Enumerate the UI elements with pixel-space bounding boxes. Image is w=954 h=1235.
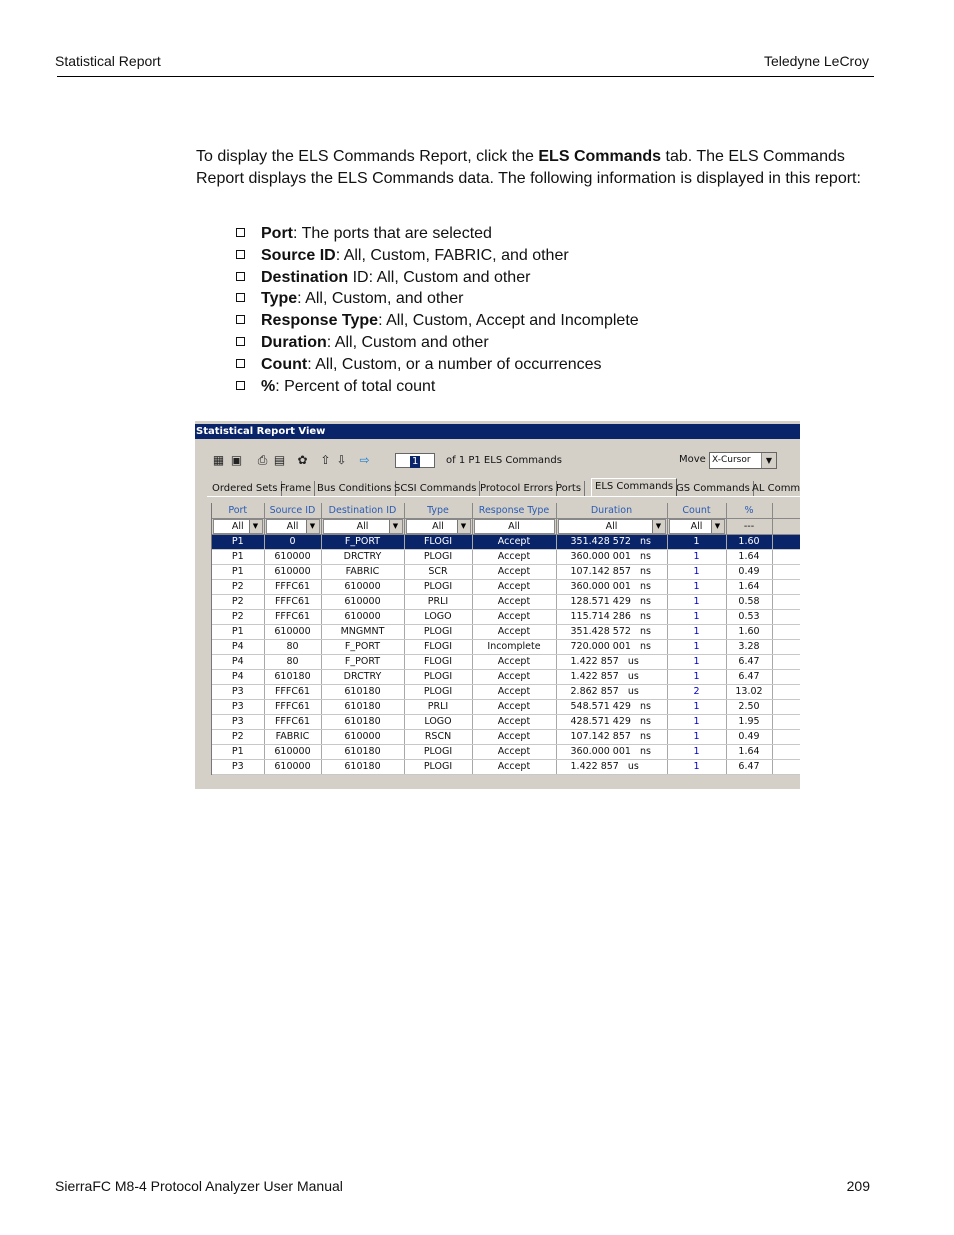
checkbox-bullet-icon — [236, 272, 245, 281]
cell-percent: 13.02 — [726, 685, 772, 700]
checkbox-bullet-icon — [236, 293, 245, 302]
cell-response-type: Accept — [472, 730, 556, 745]
column-header-response-type[interactable]: Response Type — [472, 503, 556, 519]
table-row[interactable] — [212, 715, 800, 730]
cell-type: PLOGI — [404, 625, 472, 640]
cell-count: 1 — [667, 595, 726, 610]
cell-port: P1 — [212, 550, 264, 565]
chevron-down-icon: ▼ — [306, 520, 319, 533]
arrow-up-icon[interactable]: ⇧ — [320, 453, 331, 467]
cell-response-type: Incomplete — [472, 640, 556, 655]
chevron-down-icon: ▼ — [389, 520, 402, 533]
cell-port: P1 — [212, 745, 264, 760]
cell-response-type: Accept — [472, 655, 556, 670]
tab-scsi-commands[interactable]: SCSI Commands — [391, 481, 480, 496]
cell-port: P2 — [212, 730, 264, 745]
table-row[interactable] — [212, 640, 800, 655]
table-row[interactable] — [212, 730, 800, 745]
cell-source-id: FFFC61 — [264, 700, 321, 715]
cell-source-id: FFFC61 — [264, 595, 321, 610]
cell-percent: 1.60 — [726, 535, 772, 550]
cell-count: 1 — [667, 565, 726, 580]
column-header-count[interactable]: Count — [667, 503, 726, 519]
table-row[interactable] — [212, 625, 800, 640]
cell-percent: 1.64 — [726, 745, 772, 760]
column-header-type[interactable]: Type — [404, 503, 472, 519]
table-row[interactable] — [212, 670, 800, 685]
cell-source-id: 610180 — [264, 670, 321, 685]
filter-type[interactable]: All ▼ — [406, 519, 471, 534]
cell-type: PLOGI — [404, 745, 472, 760]
cell-duration: 2.862 857 us — [556, 685, 667, 700]
print-icon[interactable]: ⎙ — [257, 453, 268, 467]
cell-port: P4 — [212, 655, 264, 670]
cell-response-type: Accept — [472, 760, 556, 775]
cell-source-id: 610000 — [264, 745, 321, 760]
table-row[interactable] — [212, 550, 800, 565]
export-icon[interactable]: ▦ — [212, 453, 225, 467]
tab-al-commands[interactable]: AL Comm — [749, 481, 800, 496]
cell-type: PLOGI — [404, 670, 472, 685]
cell-count: 1 — [667, 655, 726, 670]
chevron-down-icon: ▼ — [457, 520, 470, 533]
table-row[interactable] — [212, 700, 800, 715]
page-number-input[interactable]: 1 — [395, 453, 435, 468]
save-icon[interactable]: ▣ — [230, 453, 243, 467]
field-list — [236, 223, 639, 397]
cell-source-id: 610000 — [264, 550, 321, 565]
filter-port[interactable]: All ▼ — [213, 519, 263, 534]
checkbox-bullet-icon — [236, 228, 245, 237]
cell-percent: 1.64 — [726, 580, 772, 595]
cell-count: 1 — [667, 535, 726, 550]
filter-count[interactable]: All ▼ — [669, 519, 725, 534]
table-row[interactable] — [212, 610, 800, 625]
color-settings-icon[interactable]: ✿ — [297, 453, 308, 467]
cell-duration: 720.000 001 ns — [556, 640, 667, 655]
table-row[interactable] — [212, 595, 800, 610]
table-row[interactable] — [212, 580, 800, 595]
cell-duration: 360.000 001 ns — [556, 550, 667, 565]
tab-gs-commands[interactable]: GS Commands — [673, 481, 754, 496]
move-label: Move — [679, 454, 706, 465]
chevron-down-icon: ▼ — [249, 520, 262, 533]
table-row[interactable] — [212, 760, 800, 775]
cell-count: 1 — [667, 640, 726, 655]
cell-duration: 351.428 572 ns — [556, 535, 667, 550]
cell-count: 1 — [667, 715, 726, 730]
checkbox-bullet-icon — [236, 250, 245, 259]
cell-destination-id: 610180 — [321, 760, 404, 775]
cell-port: P3 — [212, 685, 264, 700]
cell-duration: 428.571 429 ns — [556, 715, 667, 730]
cell-source-id: 80 — [264, 640, 321, 655]
checkbox-bullet-icon — [236, 315, 245, 324]
cell-source-id: FFFC61 — [264, 715, 321, 730]
filter-source-id[interactable]: All ▼ — [266, 519, 320, 534]
cell-duration: 360.000 001 ns — [556, 580, 667, 595]
cell-percent: 1.64 — [726, 550, 772, 565]
cell-response-type: Accept — [472, 535, 556, 550]
table-row[interactable] — [212, 745, 800, 760]
cell-type: FLOGI — [404, 640, 472, 655]
cell-type: RSCN — [404, 730, 472, 745]
column-header-destination-id[interactable]: Destination ID — [321, 503, 404, 519]
cell-port: P3 — [212, 700, 264, 715]
table-row[interactable] — [212, 565, 800, 580]
cell-percent: 6.47 — [726, 655, 772, 670]
cell-count: 1 — [667, 745, 726, 760]
cell-destination-id: FABRIC — [321, 565, 404, 580]
cell-response-type: Accept — [472, 685, 556, 700]
cell-count: 1 — [667, 610, 726, 625]
tab-divider — [207, 496, 800, 497]
cell-destination-id: 610000 — [321, 595, 404, 610]
page-number: 209 — [846, 1178, 870, 1194]
cell-percent: 0.53 — [726, 610, 772, 625]
cell-port: P1 — [212, 535, 264, 550]
cell-percent: 6.47 — [726, 760, 772, 775]
report-tabs — [207, 479, 800, 496]
cell-destination-id: MNGMNT — [321, 625, 404, 640]
cell-type: PLOGI — [404, 760, 472, 775]
cell-response-type: Accept — [472, 700, 556, 715]
cell-count: 1 — [667, 625, 726, 640]
cell-port: P3 — [212, 715, 264, 730]
cell-response-type: Accept — [472, 580, 556, 595]
checkbox-bullet-icon — [236, 359, 245, 368]
list-item: Port: The ports that are selected — [236, 223, 639, 245]
cell-source-id: FABRIC — [264, 730, 321, 745]
cell-type: SCR — [404, 565, 472, 580]
column-header-percent[interactable]: % — [726, 503, 772, 519]
move-select[interactable]: X-Cursor ▼ — [709, 452, 777, 469]
column-header-duration[interactable]: Duration — [556, 503, 667, 519]
cell-type: PRLI — [404, 595, 472, 610]
list-item: Response Type: All, Custom, Accept and Incomplete — [236, 310, 639, 332]
header-rule — [57, 76, 874, 77]
list-item: Duration: All, Custom and other — [236, 332, 639, 354]
cell-response-type: Accept — [472, 625, 556, 640]
cell-duration: 115.714 286 ns — [556, 610, 667, 625]
cell-source-id: 610000 — [264, 625, 321, 640]
cell-port: P4 — [212, 670, 264, 685]
cell-source-id: 80 — [264, 655, 321, 670]
cell-duration: 548.571 429 ns — [556, 700, 667, 715]
cell-percent: 0.49 — [726, 565, 772, 580]
cell-destination-id: 610000 — [321, 610, 404, 625]
cell-duration: 1.422 857 us — [556, 760, 667, 775]
cell-count: 1 — [667, 700, 726, 715]
filter-row — [212, 519, 800, 535]
cell-count: 1 — [667, 730, 726, 745]
cell-response-type: Accept — [472, 610, 556, 625]
cell-source-id: FFFC61 — [264, 685, 321, 700]
cell-source-id: FFFC61 — [264, 610, 321, 625]
cell-port: P1 — [212, 565, 264, 580]
cell-type: PRLI — [404, 700, 472, 715]
table-row[interactable] — [212, 535, 800, 550]
column-header-port[interactable]: Port — [212, 503, 264, 519]
cell-source-id: 610000 — [264, 565, 321, 580]
tab-ports[interactable]: Ports — [553, 481, 585, 496]
cell-destination-id: F_PORT — [321, 640, 404, 655]
print-preview-icon[interactable]: ▤ — [273, 453, 286, 467]
cell-type: PLOGI — [404, 580, 472, 595]
checkbox-bullet-icon — [236, 337, 245, 346]
tab-bus-conditions[interactable]: Bus Conditions — [314, 481, 396, 496]
filter-response-type[interactable]: All — [474, 519, 555, 534]
list-item: Count: All, Custom, or a number of occurrences — [236, 354, 639, 376]
window-title: Statistical Report View — [195, 424, 800, 439]
list-item: Destination ID: All, Custom and other — [236, 267, 639, 289]
cell-destination-id: DRCTRY — [321, 550, 404, 565]
cell-type: PLOGI — [404, 685, 472, 700]
cell-count: 1 — [667, 670, 726, 685]
table-header — [212, 503, 800, 519]
list-item: %: Percent of total count — [236, 376, 639, 398]
checkbox-bullet-icon — [236, 381, 245, 390]
cell-response-type: Accept — [472, 715, 556, 730]
cell-port: P2 — [212, 595, 264, 610]
cell-percent: 0.58 — [726, 595, 772, 610]
cell-percent: 1.95 — [726, 715, 772, 730]
cell-duration: 128.571 429 ns — [556, 595, 667, 610]
cell-response-type: Accept — [472, 565, 556, 580]
filter-duration[interactable]: All ▼ — [558, 519, 666, 534]
cell-percent: 0.49 — [726, 730, 772, 745]
cell-type: LOGO — [404, 610, 472, 625]
tab-els-commands[interactable]: ELS Commands — [591, 478, 677, 497]
cell-port: P2 — [212, 610, 264, 625]
tab-frame[interactable]: Frame — [277, 481, 315, 496]
table-row[interactable] — [212, 655, 800, 670]
table-row[interactable] — [212, 685, 800, 700]
cell-source-id: FFFC61 — [264, 580, 321, 595]
cell-duration: 107.142 857 ns — [556, 565, 667, 580]
cell-duration: 351.428 572 ns — [556, 625, 667, 640]
cell-destination-id: 610000 — [321, 580, 404, 595]
cell-destination-id: 610180 — [321, 685, 404, 700]
filter-destination-id[interactable]: All ▼ — [323, 519, 403, 534]
cell-response-type: Accept — [472, 550, 556, 565]
list-item: Type: All, Custom, and other — [236, 288, 639, 310]
cell-source-id: 610000 — [264, 760, 321, 775]
page-info: of 1 P1 ELS Commands — [446, 455, 562, 466]
cell-percent: 3.28 — [726, 640, 772, 655]
chevron-down-icon: ▼ — [711, 520, 724, 533]
cell-port: P4 — [212, 640, 264, 655]
arrow-down-icon[interactable]: ⇩ — [336, 453, 347, 467]
column-header-source-id[interactable]: Source ID — [264, 503, 321, 519]
cell-count: 2 — [667, 685, 726, 700]
filter-percent: --- — [743, 520, 755, 532]
cell-type: PLOGI — [404, 550, 472, 565]
cell-destination-id: 610180 — [321, 715, 404, 730]
chevron-down-icon: ▼ — [761, 453, 776, 468]
cell-source-id: 0 — [264, 535, 321, 550]
running-header-right: Teledyne LeCroy — [763, 53, 869, 69]
cell-count: 1 — [667, 580, 726, 595]
cell-port: P1 — [212, 625, 264, 640]
cell-destination-id: 610180 — [321, 745, 404, 760]
cell-type: FLOGI — [404, 655, 472, 670]
cell-duration: 1.422 857 us — [556, 655, 667, 670]
cell-type: FLOGI — [404, 535, 472, 550]
cell-count: 1 — [667, 760, 726, 775]
els-commands-table — [211, 503, 800, 775]
statistical-report-window — [195, 421, 800, 789]
cell-destination-id: 610000 — [321, 730, 404, 745]
cell-response-type: Accept — [472, 595, 556, 610]
cell-destination-id: 610180 — [321, 700, 404, 715]
chevron-down-icon: ▼ — [652, 520, 665, 533]
intro-paragraph: To display the ELS Commands Report, click the ELS Commands tab. The ELS Commands Report displays the ELS Commands data. The following information is displayed in this report: — [196, 148, 861, 187]
tab-ordered-sets[interactable]: Ordered Sets — [209, 481, 282, 496]
list-item: Source ID: All, Custom, FABRIC, and other — [236, 245, 639, 267]
cell-response-type: Accept — [472, 745, 556, 760]
cell-type: LOGO — [404, 715, 472, 730]
cell-duration: 1.422 857 us — [556, 670, 667, 685]
cell-percent: 2.50 — [726, 700, 772, 715]
cell-port: P3 — [212, 760, 264, 775]
cell-response-type: Accept — [472, 670, 556, 685]
cell-count: 1 — [667, 550, 726, 565]
cell-port: P2 — [212, 580, 264, 595]
cell-duration: 107.142 857 ns — [556, 730, 667, 745]
go-to-page-icon[interactable]: ⇨ — [359, 453, 370, 467]
cell-destination-id: F_PORT — [321, 655, 404, 670]
cell-duration: 360.000 001 ns — [556, 745, 667, 760]
running-header-left: Statistical Report — [55, 53, 161, 69]
tab-protocol-errors[interactable]: Protocol Errors — [477, 481, 557, 496]
cell-destination-id: DRCTRY — [321, 670, 404, 685]
footer-left: SierraFC M8-4 Protocol Analyzer User Manual — [55, 1178, 343, 1194]
cell-percent: 1.60 — [726, 625, 772, 640]
cell-destination-id: F_PORT — [321, 535, 404, 550]
cell-percent: 6.47 — [726, 670, 772, 685]
